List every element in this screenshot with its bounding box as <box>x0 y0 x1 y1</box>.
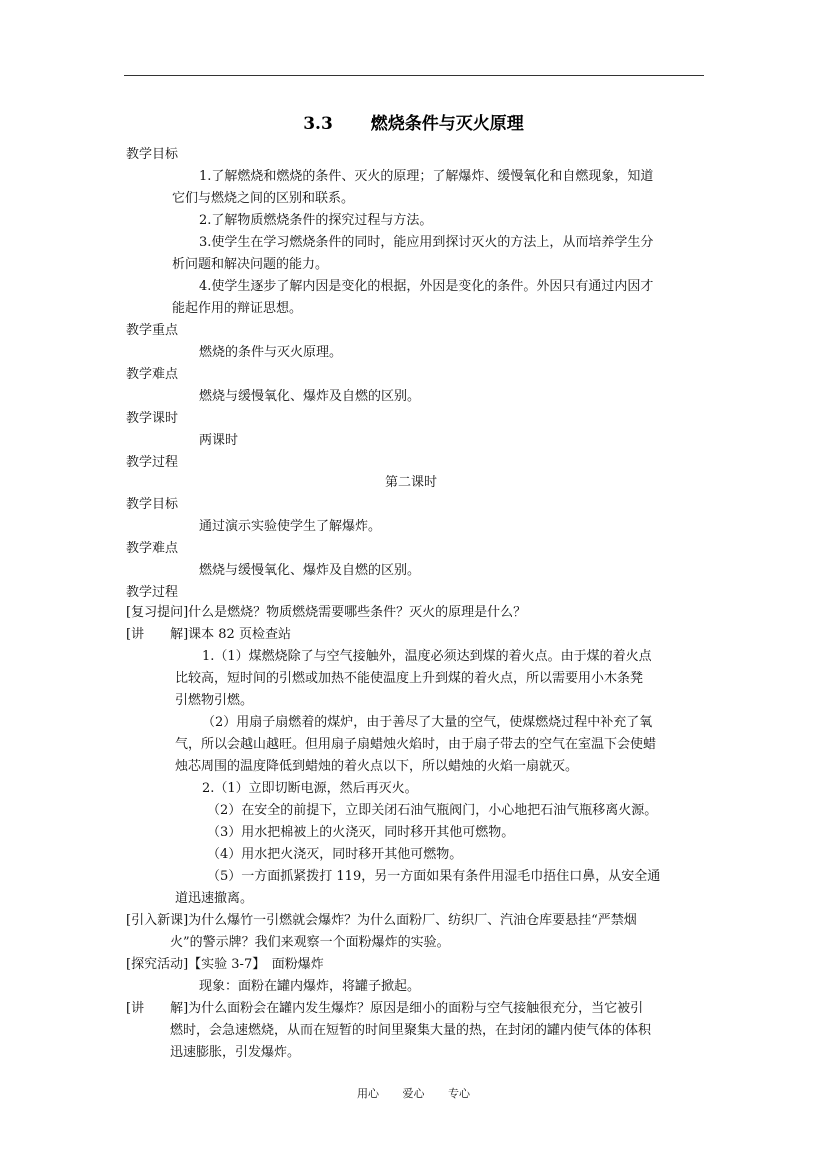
text-line: 燃烧与缓慢氧化、爆炸及自燃的区别。 <box>199 563 421 578</box>
text-line: 教学难点 <box>126 541 179 556</box>
text-line: 教学过程 <box>126 455 179 470</box>
text-line: 3.使学生在学习燃烧条件的同时，能应用到探讨灭火的方法上，从而培养学生分 <box>199 235 654 250</box>
text-line: 教学重点 <box>126 323 179 338</box>
text-line: 通过演示实验使学生了解爆炸。 <box>199 519 382 534</box>
section-number: 3.3 <box>303 114 333 134</box>
footer-word: 爱心 <box>402 1087 425 1100</box>
text-line: 2.（1）立即切断电源，然后再灭火。 <box>202 781 418 796</box>
text-line: （2）在安全的前提下，立即关闭石油气瓶阀门，小心地把石油气瓶移离火源。 <box>207 803 658 818</box>
text-line: 迅速膨胀，引发爆炸。 <box>170 1045 301 1060</box>
page-footer <box>0 1086 827 1102</box>
text-line: 教学过程 <box>126 585 179 600</box>
text-line: （3）用水把棉被上的火浇灭，同时移开其他可燃物。 <box>207 825 515 840</box>
title-text: 燃烧条件与灭火原理 <box>370 114 524 134</box>
text-line: 气，所以会越山越旺。但用扇子扇蜡烛火焰时，由于扇子带去的空气在室温下会使蜡 <box>175 737 657 752</box>
text-line: 1.了解燃烧和燃烧的条件、灭火的原理；了解爆炸、缓慢氧化和自燃现象，知道 <box>199 169 654 184</box>
text-line: 燃时，会急速燃烧，从而在短暂的时间里聚集大量的热，在封闭的罐内使气体的体积 <box>170 1023 652 1038</box>
text-line: 教学难点 <box>126 367 179 382</box>
text-line: [讲 解]课本 82 页检查站 <box>126 627 291 642</box>
text-line: 两课时 <box>199 433 239 448</box>
text-line: 教学课时 <box>126 411 179 426</box>
text-line: 析问题和解决问题的能力。 <box>172 257 329 272</box>
text-line: 它们与燃烧之间的区别和联系。 <box>172 191 355 206</box>
text-line: 道迅速撤离。 <box>175 891 254 906</box>
text-line: 教学目标 <box>126 497 179 512</box>
text-line: [探究活动]【实验 3-7】 面粉爆炸 <box>126 957 324 972</box>
text-line: 燃烧的条件与灭火原理。 <box>199 345 343 360</box>
text-line: [引入新课]为什么爆竹一引燃就会爆炸？为什么面粉厂、纺织厂、汽油仓库要悬挂“严禁烟 <box>126 913 637 928</box>
text-line: [讲 解]为什么面粉会在罐内发生爆炸？原因是细小的面粉与空气接触很充分，当它被引 <box>126 1001 644 1016</box>
text-line: （4）用水把火浇灭，同时移开其他可燃物。 <box>207 847 463 862</box>
footer-word: 用心 <box>357 1087 379 1100</box>
text-line: 4.使学生逐步了解内因是变化的根据，外因是变化的条件。外因只有通过内因才 <box>199 279 654 294</box>
text-line: （5）一方面抓紧拨打 119，另一方面如果有条件用湿毛巾捂住口鼻，从安全通 <box>207 869 661 884</box>
header-rule <box>124 75 704 76</box>
text-line: （2）用扇子扇燃着的煤炉，由于善尽了大量的空气，使煤燃烧过程中补充了氧 <box>202 715 653 730</box>
text-line: 燃烧与缓慢氧化、爆炸及自燃的区别。 <box>199 389 421 404</box>
text-line: 能起作用的辩证思想。 <box>172 301 303 316</box>
text-line: 烛芯周围的温度降低到蜡烛的着火点以下，所以蜡烛的火焰一扇就灭。 <box>175 759 579 774</box>
text-line: 第二课时 <box>385 475 438 490</box>
footer-word: 专心 <box>448 1087 470 1100</box>
text-line: 2.了解物质燃烧条件的探究过程与方法。 <box>199 213 433 228</box>
text-line: 引燃物引燃。 <box>175 693 254 708</box>
text-line: 火”的警示牌？我们来观察一个面粉爆炸的实验。 <box>170 935 450 950</box>
text-line: [复习提问]什么是燃烧？物质燃烧需要哪些条件？灭火的原理是什么？ <box>126 605 527 620</box>
text-line: 教学目标 <box>126 147 179 162</box>
text-line: 比较高，短时间的引燃或加热不能使温度上升到煤的着火点，所以需要用小木条凳 <box>175 671 644 686</box>
text-line: 现象：面粉在罐内爆炸，将罐子掀起。 <box>199 979 421 994</box>
document-title <box>0 114 827 134</box>
text-line: 1.（1）煤燃烧除了与空气接触外，温度必须达到煤的着火点。由于煤的着火点 <box>202 649 652 664</box>
